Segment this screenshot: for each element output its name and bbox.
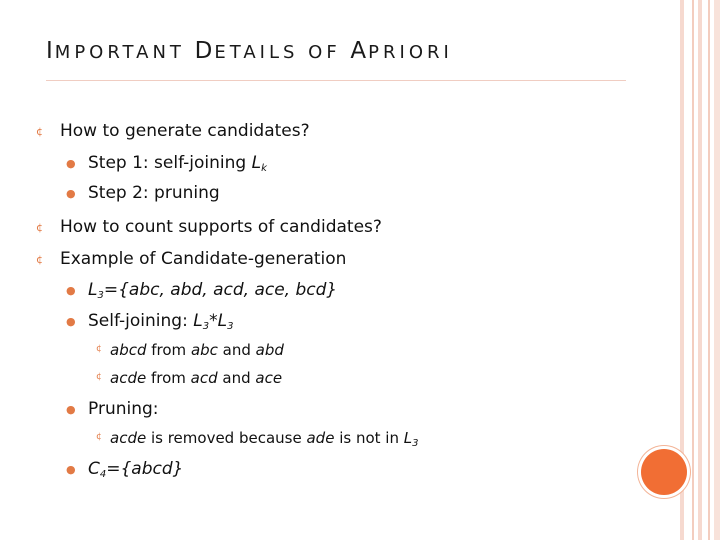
- bullet-selfjoin: [88, 310, 233, 338]
- decorative-circle: [641, 449, 687, 495]
- math-sub: 3: [412, 438, 419, 449]
- bullet-icon: ●: [66, 284, 76, 297]
- stripe: [708, 0, 710, 540]
- bullet-pruning: Pruning:: [88, 399, 159, 419]
- math-set: ={abc, abd, acd, ace, bcd}: [103, 280, 338, 300]
- bullet-icon: ●: [66, 315, 76, 328]
- math-var: L: [251, 153, 262, 173]
- math-sub: 3: [202, 321, 210, 332]
- title-word: MPORTANT: [54, 42, 185, 63]
- bullet-example: Example of Candidate-generation: [60, 249, 347, 269]
- math-set: abd: [255, 341, 284, 359]
- math-set: abcd: [110, 341, 147, 359]
- title-cap: I: [46, 38, 55, 64]
- bullet-icon: ●: [66, 187, 76, 200]
- math-var: L: [193, 311, 203, 331]
- math-sub: 3: [227, 321, 234, 332]
- bullet-icon: ¢: [96, 344, 102, 354]
- text: is removed because: [146, 429, 307, 447]
- math-sub: 3: [97, 290, 104, 301]
- title-cap: D: [194, 38, 215, 64]
- bullet-step2: Step 2: pruning: [88, 183, 220, 203]
- text: from: [146, 369, 191, 387]
- math-set: ace: [255, 369, 283, 387]
- text: Self-joining:: [88, 311, 194, 331]
- bullet-icon: ●: [66, 403, 76, 416]
- bullet-icon: ●: [66, 463, 76, 476]
- math-op: *: [209, 311, 218, 331]
- math-set: abc: [190, 341, 218, 359]
- math-set: acde: [110, 429, 147, 447]
- text: and: [217, 369, 256, 387]
- title-underline: [46, 80, 626, 81]
- stripe: [714, 0, 720, 540]
- title-cap: A: [350, 38, 369, 64]
- bullet-icon: ¢: [96, 372, 102, 382]
- text: is not in: [334, 429, 404, 447]
- bullet-icon: ¢: [96, 432, 102, 442]
- math-set: ade: [306, 429, 335, 447]
- math-sub: k: [261, 163, 267, 174]
- title-word: PRIORI: [368, 42, 453, 63]
- stripe: [692, 0, 694, 540]
- bullet-icon: ¢: [36, 253, 43, 266]
- bullet-icon: ¢: [36, 125, 43, 138]
- decorative-stripes: [678, 0, 720, 540]
- math-var: L: [217, 311, 228, 331]
- bullet-step1: [88, 152, 267, 180]
- bullet-icon: ●: [66, 157, 76, 170]
- text: Step 1: self-joining: [88, 153, 252, 173]
- text: and: [217, 341, 256, 359]
- join-example-2: [110, 367, 282, 389]
- math-var: L: [403, 429, 413, 447]
- math-set: ={abcd}: [106, 459, 184, 479]
- bullet-l3-set: [88, 279, 337, 307]
- title-word: ETAILS: [214, 42, 299, 63]
- bullet-count: How to count supports of candidates?: [60, 217, 382, 237]
- prune-example: [110, 427, 418, 455]
- stripe: [698, 0, 702, 540]
- math-sub: 4: [99, 469, 107, 480]
- math-set: acd: [190, 369, 218, 387]
- title-word: OF: [308, 42, 341, 63]
- bullet-generate: How to generate candidates?: [60, 121, 310, 141]
- join-example-1: [110, 339, 284, 361]
- bullet-icon: ¢: [36, 221, 43, 234]
- math-var: L: [88, 280, 98, 300]
- bullet-c4-set: [88, 458, 183, 486]
- slide-title: [46, 38, 453, 64]
- text: from: [146, 341, 191, 359]
- math-var: C: [88, 459, 100, 479]
- math-set: acde: [110, 369, 147, 387]
